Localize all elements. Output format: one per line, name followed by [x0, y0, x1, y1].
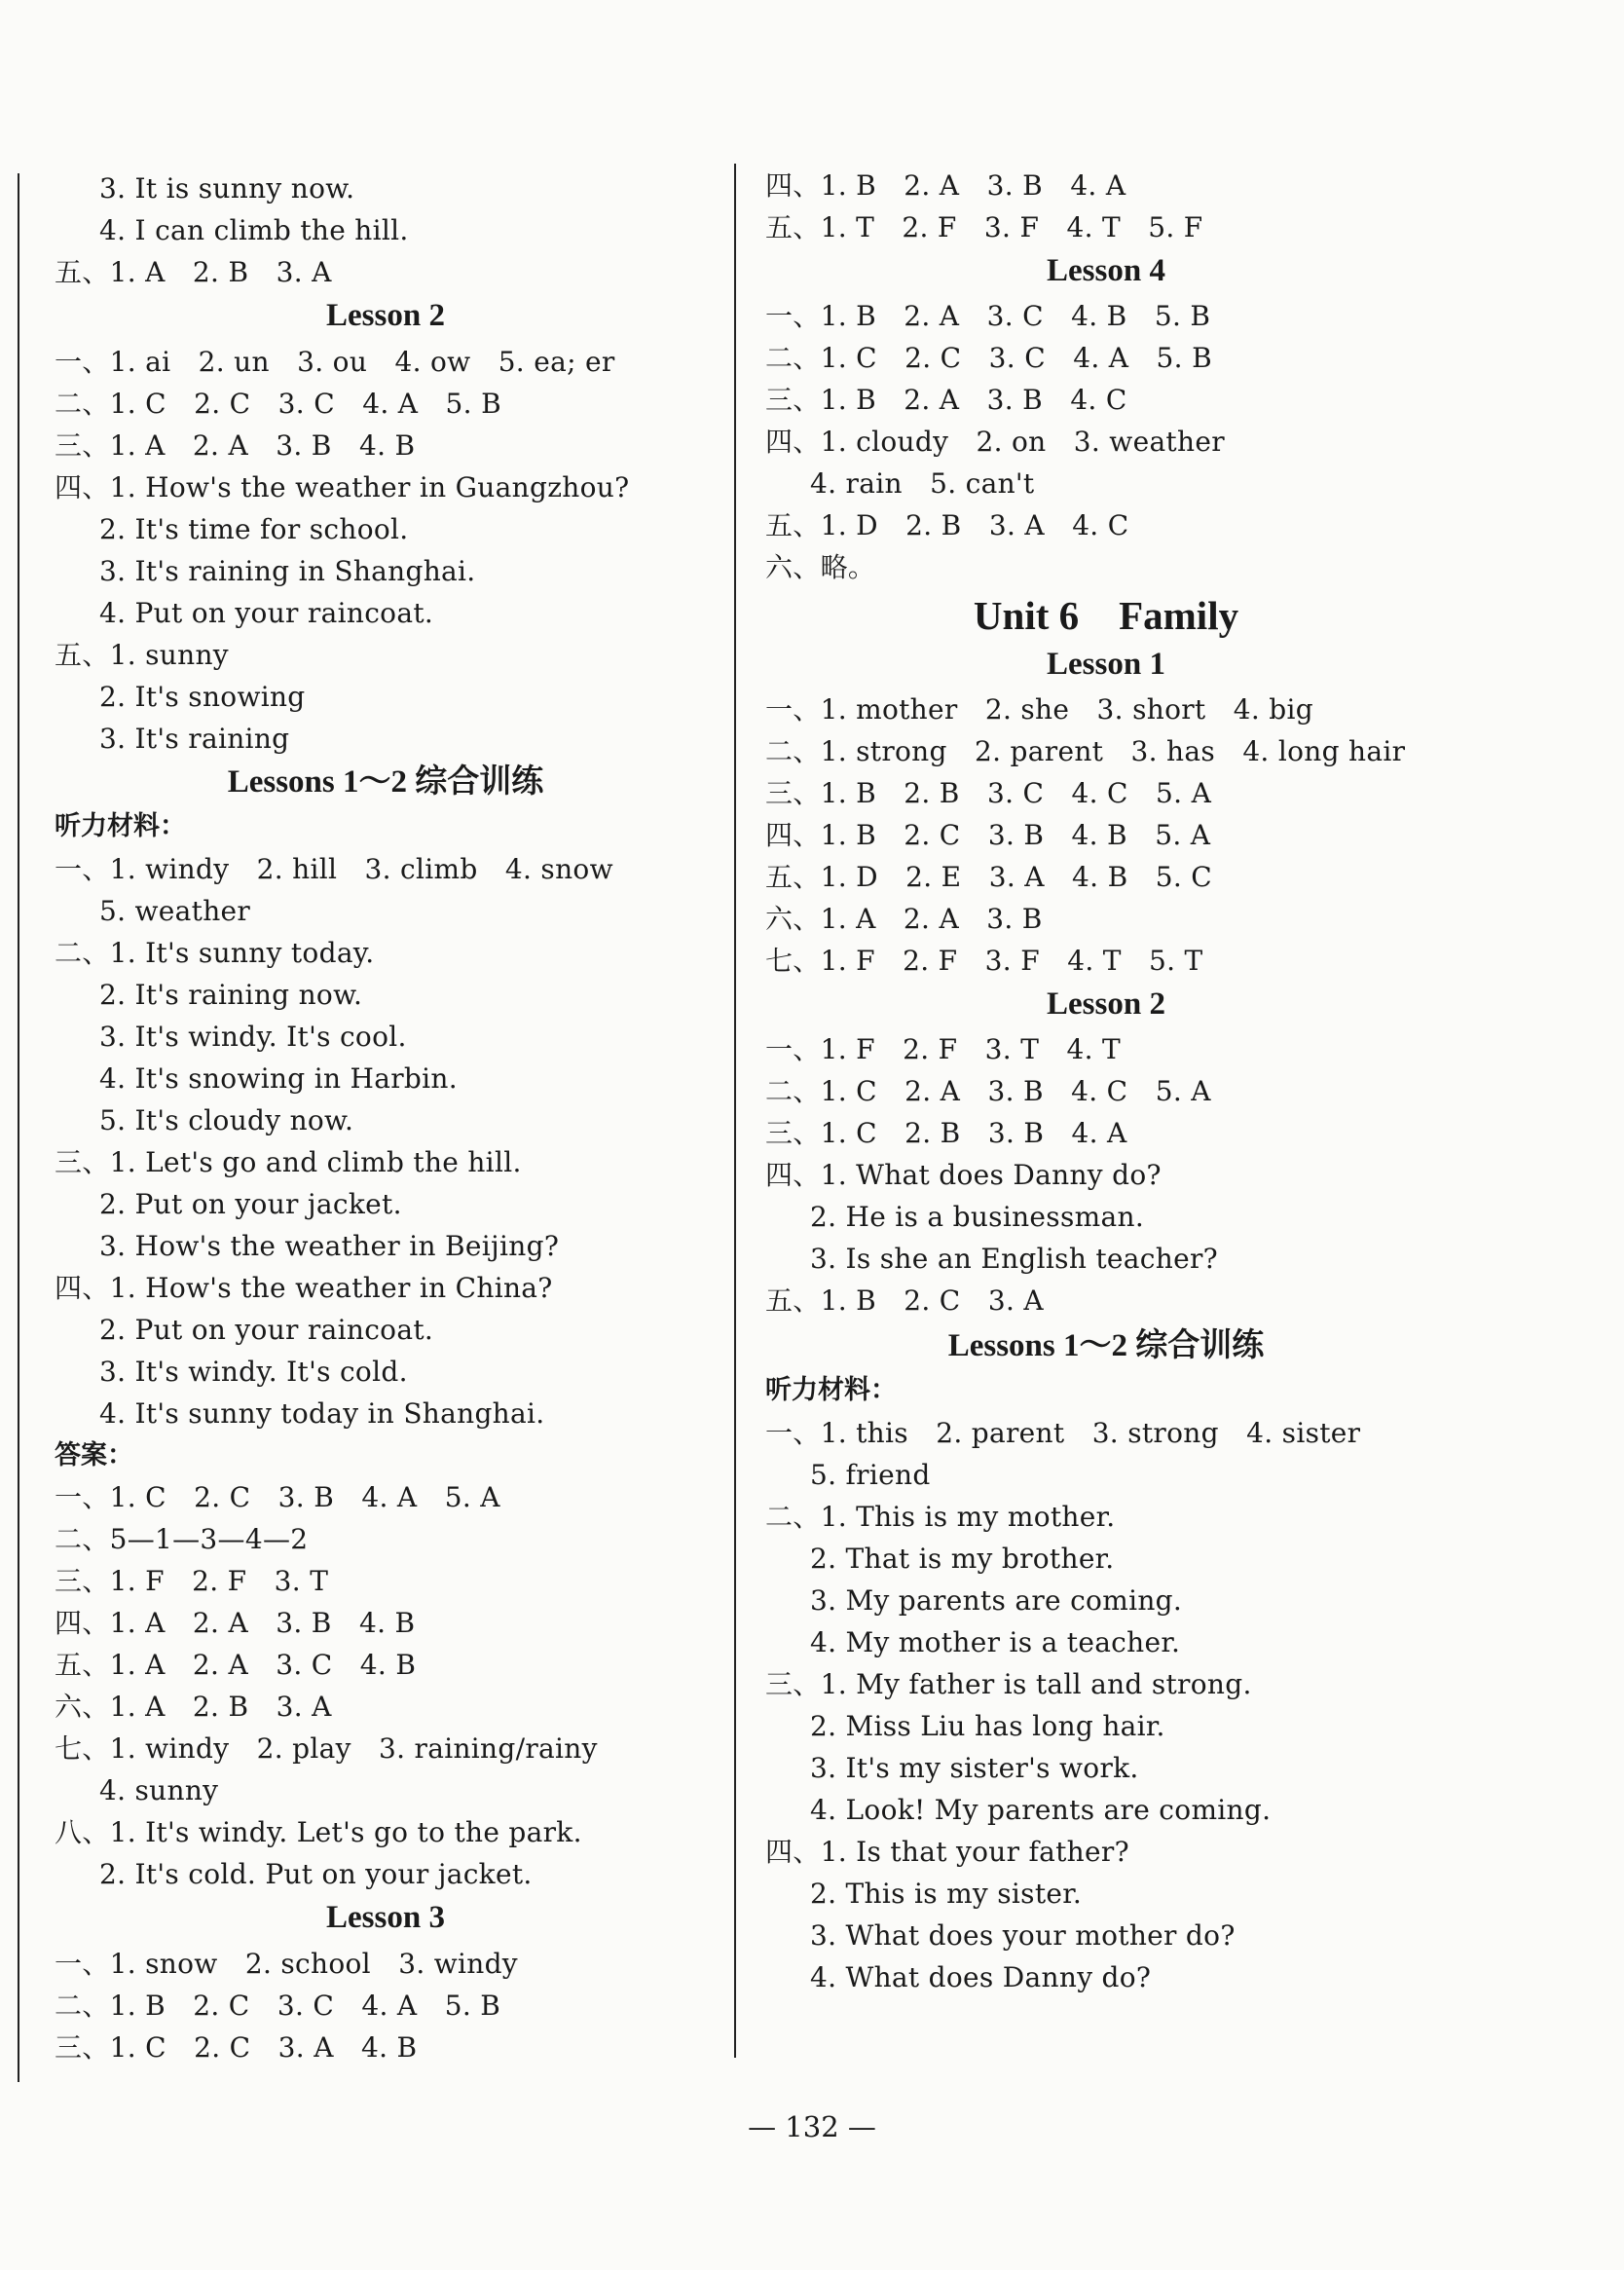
- answer-line: 4. What does Danny do?: [810, 1961, 1152, 1993]
- answer-line: 一、1. C 2. C 3. B 4. A 5. A: [55, 1481, 500, 1513]
- answer-line: 八、1. It's windy. Let's go to the park.: [55, 1816, 582, 1848]
- answer-line: 3. It's raining in Shanghai.: [99, 555, 476, 587]
- section-heading: Lesson 2: [326, 298, 445, 333]
- answer-line: 七、1. F 2. F 3. F 4. T 5. T: [765, 945, 1203, 977]
- answer-line: 五、1. sunny: [55, 639, 229, 671]
- answer-line: 4. rain 5. can't: [810, 467, 1035, 500]
- answer-line: 2. It's time for school.: [99, 513, 409, 545]
- answer-line: 二、1. C 2. C 3. C 4. A 5. B: [765, 342, 1212, 374]
- answer-line: 三、1. C 2. B 3. B 4. A: [765, 1117, 1127, 1149]
- answer-line: 4. I can climb the hill.: [99, 214, 409, 246]
- answer-line: 二、1. It's sunny today.: [55, 937, 375, 969]
- answer-line: 三、1. C 2. C 3. A 4. B: [55, 2031, 418, 2064]
- answer-line: 2. He is a businessman.: [810, 1201, 1145, 1233]
- answer-line: 三、1. A 2. A 3. B 4. B: [55, 429, 416, 462]
- answer-line: 四、1. B 2. A 3. B 4. A: [765, 169, 1126, 202]
- answer-line: 一、1. this 2. parent 3. strong 4. sister: [765, 1417, 1361, 1449]
- section-heading: Lessons 1～2 综合训练: [227, 764, 544, 800]
- answer-line: 2. It's cold. Put on your jacket.: [99, 1858, 533, 1890]
- answer-line: 四、1. A 2. A 3. B 4. B: [55, 1607, 416, 1639]
- answer-line: 三、1. Let's go and climb the hill.: [55, 1146, 522, 1178]
- column-divider-rule: [734, 164, 736, 2058]
- answer-line: 二、5—1—3—4—2: [55, 1523, 309, 1555]
- answer-line: 七、1. windy 2. play 3. raining/rainy: [55, 1732, 598, 1765]
- answer-line: 3. It's windy. It's cool.: [99, 1021, 407, 1053]
- section-heading: Lesson 2: [1047, 986, 1165, 1022]
- answer-line: 三、1. My father is tall and strong.: [765, 1668, 1252, 1700]
- answer-line: 五、1. D 2. B 3. A 4. C: [765, 509, 1129, 541]
- answer-line: 3. It's my sister's work.: [810, 1752, 1139, 1784]
- answer-line: 2. Put on your raincoat.: [99, 1314, 434, 1346]
- answer-line: 三、1. B 2. A 3. B 4. C: [765, 384, 1127, 416]
- section-heading: Lessons 1～2 综合训练: [947, 1328, 1265, 1363]
- answer-line: 一、1. ai 2. un 3. ou 4. ow 5. ea; er: [55, 346, 615, 378]
- answer-line: 2. Put on your jacket.: [99, 1188, 402, 1220]
- answer-line: 六、1. A 2. A 3. B: [765, 903, 1043, 935]
- answer-line: 3. It's windy. It's cold.: [99, 1356, 408, 1388]
- answer-line: 二、1. C 2. A 3. B 4. C 5. A: [765, 1075, 1211, 1107]
- answer-line: 四、1. What does Danny do?: [765, 1159, 1162, 1191]
- answer-line: 4. Look! My parents are coming.: [810, 1794, 1272, 1826]
- answer-line: 五、1. D 2. E 3. A 4. B 5. C: [765, 861, 1212, 893]
- answer-line: 六、1. A 2. B 3. A: [55, 1691, 332, 1723]
- answer-line: 3. Is she an English teacher?: [810, 1243, 1218, 1275]
- answer-line: 3. My parents are coming.: [810, 1584, 1183, 1617]
- answer-line: 五、1. A 2. B 3. A: [55, 256, 332, 288]
- answer-line: 3. What does your mother do?: [810, 1919, 1236, 1952]
- answer-line: 一、1. mother 2. she 3. short 4. big: [765, 693, 1313, 726]
- answer-line: 四、1. Is that your father?: [765, 1836, 1129, 1868]
- answer-line: 一、1. B 2. A 3. C 4. B 5. B: [765, 300, 1211, 332]
- section-heading: Lesson 4: [1047, 253, 1165, 288]
- answer-line: 四、1. How's the weather in China?: [55, 1272, 553, 1304]
- answer-line: 2. It's snowing: [99, 681, 306, 713]
- answer-line: 5. weather: [99, 895, 251, 927]
- answer-line: 2. Miss Liu has long hair.: [810, 1710, 1165, 1742]
- page-number: — 132 —: [748, 2110, 876, 2143]
- answer-line: 四、1. How's the weather in Guangzhou?: [55, 471, 630, 503]
- answer-line: 4. sunny: [99, 1774, 219, 1806]
- section-heading: Lesson 1: [1047, 647, 1165, 682]
- answer-line: 2. That is my brother.: [810, 1543, 1115, 1575]
- answer-line: 四、1. B 2. C 3. B 4. B 5. A: [765, 819, 1211, 851]
- answer-line: 五、1. A 2. A 3. C 4. B: [55, 1649, 417, 1681]
- answer-line: 2. This is my sister.: [810, 1878, 1083, 1910]
- answer-line: 一、1. snow 2. school 3. windy: [55, 1948, 518, 1980]
- left-margin-rule: [18, 173, 19, 2082]
- answer-line: 3. It is sunny now.: [99, 172, 355, 205]
- answer-line: 三、1. F 2. F 3. T: [55, 1565, 329, 1597]
- answer-line: 3. How's the weather in Beijing?: [99, 1230, 560, 1262]
- answer-line: 4. My mother is a teacher.: [810, 1626, 1181, 1658]
- answer-line: 三、1. B 2. B 3. C 4. C 5. A: [765, 777, 1212, 809]
- answer-line: 3. It's raining: [99, 723, 290, 755]
- answer-line: 2. It's raining now.: [99, 979, 363, 1011]
- answer-line: 二、1. C 2. C 3. C 4. A 5. B: [55, 388, 501, 420]
- answer-line: 一、1. windy 2. hill 3. climb 4. snow: [55, 853, 613, 885]
- section-heading: Lesson 3: [326, 1900, 445, 1935]
- answer-line: 六、略。: [765, 551, 876, 583]
- answer-line: 5. It's cloudy now.: [99, 1104, 354, 1136]
- answer-line: 4. Put on your raincoat.: [99, 597, 434, 629]
- answer-line: 二、1. This is my mother.: [765, 1501, 1116, 1533]
- answer-line: 4. It's sunny today in Shanghai.: [99, 1397, 545, 1430]
- answer-line: 5. friend: [810, 1459, 931, 1491]
- answer-line: 4. It's snowing in Harbin.: [99, 1062, 458, 1095]
- answer-line: 四、1. cloudy 2. on 3. weather: [765, 426, 1225, 458]
- answer-line: 五、1. T 2. F 3. F 4. T 5. F: [765, 211, 1203, 243]
- answer-line: 二、1. strong 2. parent 3. has 4. long hair: [765, 735, 1406, 767]
- answers-label: 答案：: [55, 1440, 133, 1470]
- answer-line: 一、1. F 2. F 3. T 4. T: [765, 1033, 1121, 1065]
- listening-material-label: 听力材料：: [55, 811, 186, 841]
- unit-title: Unit 6 Family: [973, 593, 1239, 638]
- answer-line: 二、1. B 2. C 3. C 4. A 5. B: [55, 1990, 501, 2022]
- listening-material-label: 听力材料：: [765, 1375, 897, 1405]
- answer-line: 五、1. B 2. C 3. A: [765, 1284, 1044, 1317]
